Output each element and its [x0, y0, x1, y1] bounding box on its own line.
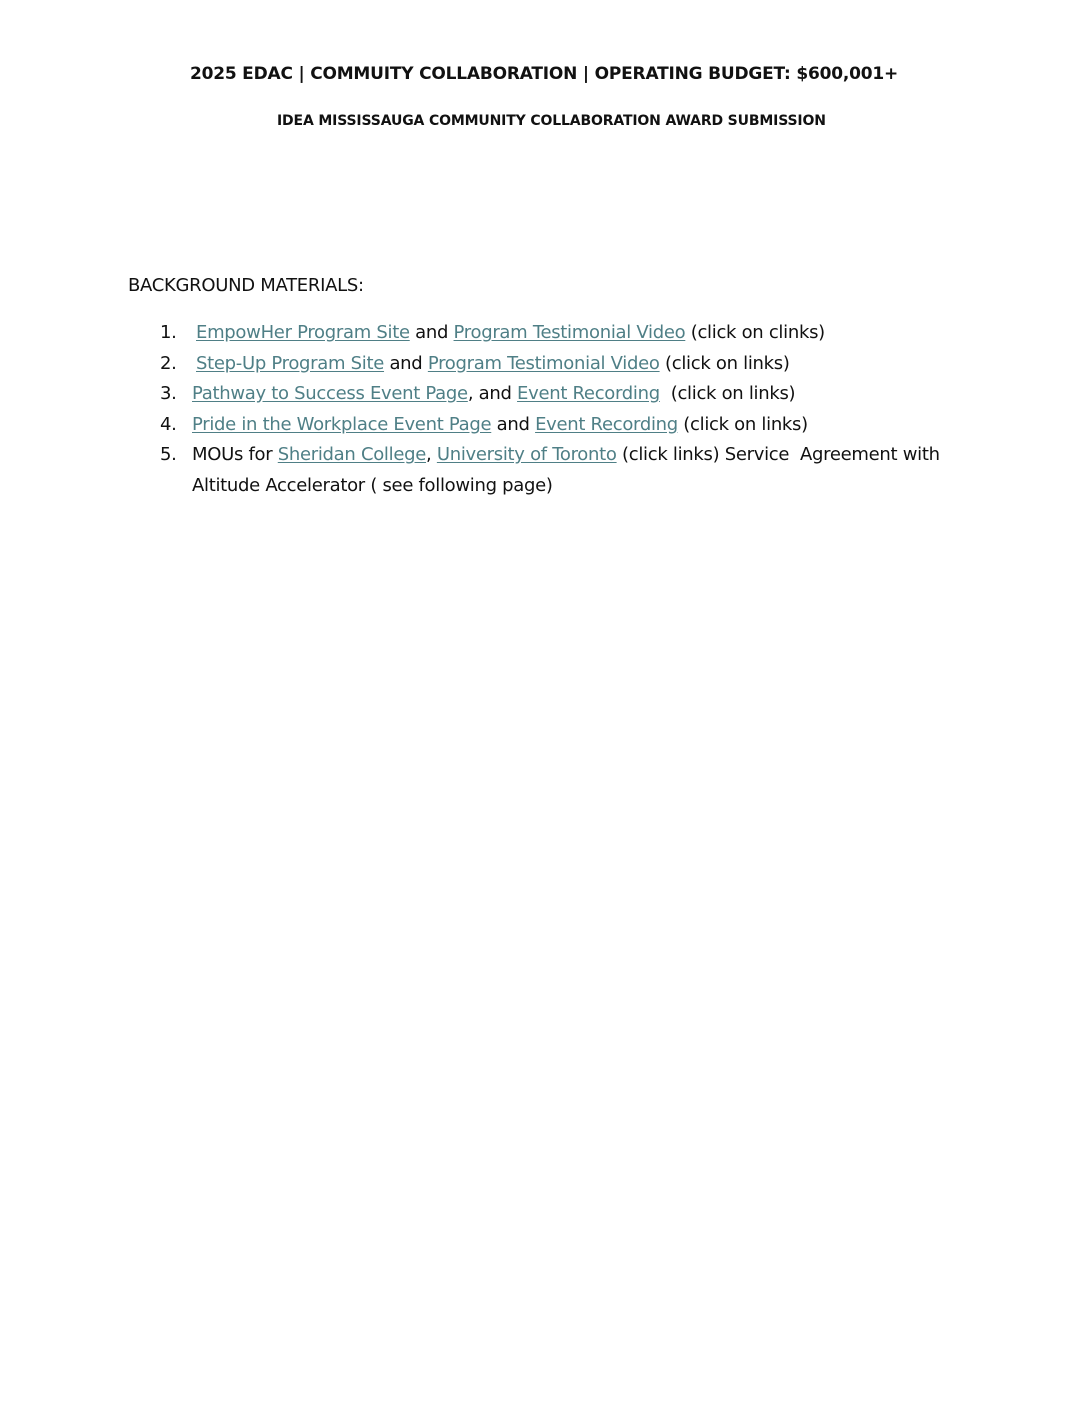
list-item-note: (click on links): [659, 383, 796, 404]
list-item-connector: ,: [426, 444, 437, 465]
list-item-connector: and: [409, 322, 454, 343]
document-subtitle: IDEA MISSISSAUGA COMMUNITY COLLABORATION AWARD SUBMISSION: [277, 113, 826, 129]
list-item-note: (click on links): [677, 413, 808, 435]
empowher-testimonial-video-link[interactable]: Program Testimonial Video: [453, 322, 686, 343]
empowher-program-site-link[interactable]: EmpowHer Program Site: [196, 322, 410, 343]
list-item: [160, 318, 940, 349]
list-item: [160, 379, 940, 410]
sheridan-college-mou-link[interactable]: Sheridan College: [277, 444, 427, 465]
list-item-note: (click links) Service Agreement with Altitude Accelerator ( see following page): [192, 444, 946, 496]
list-item-number: 2.: [160, 352, 177, 374]
list-item-connector: , and: [467, 383, 518, 404]
university-of-toronto-mou-link[interactable]: University of Toronto: [436, 444, 617, 465]
list-item: [160, 410, 940, 441]
list-item: [160, 440, 946, 501]
background-materials-list: [160, 318, 946, 501]
list-item-number: 1.: [160, 322, 177, 343]
pride-event-recording-link[interactable]: Event Recording: [535, 413, 678, 435]
pathway-to-success-event-page-link[interactable]: Pathway to Success Event Page: [192, 383, 468, 404]
pride-in-workplace-event-page-link[interactable]: Pride in the Workplace Event Page: [192, 413, 492, 435]
list-item-number: 4.: [160, 413, 177, 435]
pathway-event-recording-link[interactable]: Event Recording: [517, 383, 660, 404]
step-up-program-site-link[interactable]: Step-Up Program Site: [196, 352, 385, 374]
document-title: 2025 EDAC | COMMUITY COLLABORATION | OPERATING BUDGET: $600,001+: [189, 64, 899, 84]
list-item-number: 3.: [160, 383, 177, 404]
list-item-connector: and: [384, 352, 428, 374]
list-item-prefix: MOUs for: [192, 444, 278, 465]
list-item-connector: and: [491, 413, 536, 435]
background-materials-heading: BACKGROUND MATERIALS:: [128, 275, 364, 296]
step-up-testimonial-video-link[interactable]: Program Testimonial Video: [427, 352, 660, 374]
list-item-note: (click on links): [659, 352, 790, 374]
list-item-note: (click on clinks): [685, 322, 825, 343]
list-item-number: 5.: [160, 444, 177, 465]
list-item: [160, 349, 940, 380]
